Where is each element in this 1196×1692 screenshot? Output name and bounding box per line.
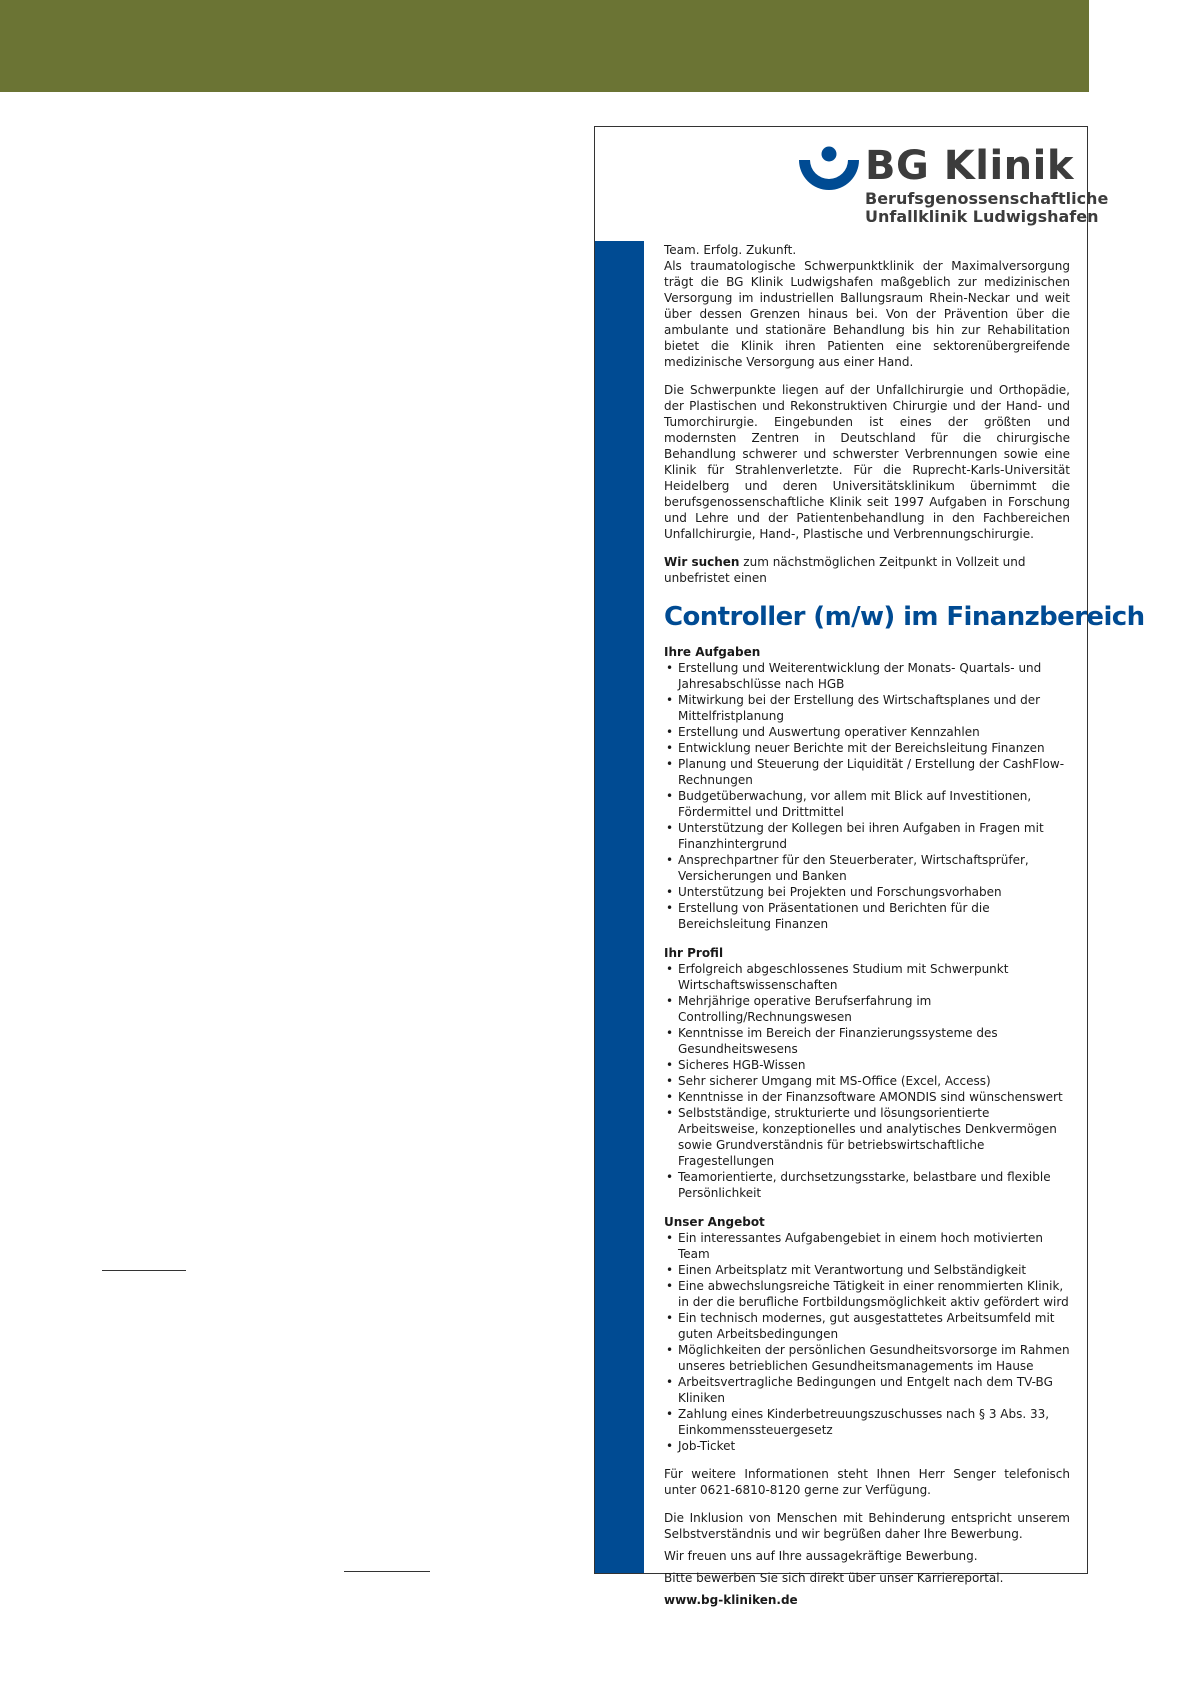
list-item: • Sehr sicherer Umgang mit MS-Office (Excel, Access) [664, 1073, 1070, 1089]
intro-paragraph: Als traumatologische Schwerpunktklinik der Maximalversorgung trägt die BG Klinik Ludwigshafen maßgeblich zur medizinischen Versorgung im industriellen Ballungsraum Rhein-Neckar und weit über dessen Grenzen hinaus bei. Von der Prävention über die ambulante und stationäre Behandlung bis hin zur Rehabilitation bietet die Klinik ihren Patienten eine sektorenübergreifende medizinische Versorgung aus einer Hand. [664, 259, 1070, 369]
contact-info: Für weitere Informationen steht Ihnen Herr Senger telefonisch unter 0621-6810-8120 gerne zur Verfügung. [664, 1467, 1070, 1497]
offer-section [664, 1214, 1070, 1454]
search-lead-rest: zum nächstmöglichen Zeitpunkt in Vollzeit und unbefristet einen [664, 555, 1026, 585]
ad-content [664, 242, 1145, 1608]
bg-klinik-logo [798, 143, 1109, 246]
blue-side-bar [595, 241, 644, 1573]
logo-name: BG Klinik [865, 143, 1074, 189]
search-lead-bold: Wir suchen [664, 555, 740, 569]
section-title: Ihre Aufgaben [664, 645, 761, 659]
tagline: Team. Erfolg. Zukunft. [664, 243, 797, 257]
list-item: • Planung und Steuerung der Liquidität / Erstellung der CashFlow-Rechnungen [664, 756, 1070, 788]
list-item: • Mehrjährige operative Berufserfahrung im Controlling/Rechnungswesen [664, 993, 1070, 1025]
profile-section [664, 945, 1070, 1201]
list-item: • Ansprechpartner für den Steuerberater, Wirtschaftsprüfer, Versicherungen und Banken [664, 852, 1070, 884]
list-item: • Kenntnisse in der Finanzsoftware AMONDIS sind wünschenswert [664, 1089, 1070, 1105]
profile-list [664, 961, 1070, 1201]
list-item: • Ein interessantes Aufgabengebiet in einem hoch motivierten Team [664, 1230, 1070, 1262]
top-color-band [0, 0, 1089, 92]
list-item: • Zahlung eines Kinderbetreuungszuschusses nach § 3 Abs. 33, Einkommenssteuergesetz [664, 1406, 1070, 1438]
list-item: • Kenntnisse im Bereich der Finanzierungssysteme des Gesundheitswesens [664, 1025, 1070, 1057]
footnote-rule [344, 1571, 430, 1572]
list-item: • Erstellung von Präsentationen und Berichten für die Bereichsleitung Finanzen [664, 900, 1070, 932]
list-item: • Eine abwechslungsreiche Tätigkeit in einer renommierten Klinik, in der die berufliche Fortbildungsmöglichkeit aktiv gefördert wird [664, 1278, 1070, 1310]
list-item: • Job-Ticket [664, 1438, 1070, 1454]
tasks-list [664, 660, 1070, 932]
list-item: • Ein technisch modernes, gut ausgestattetes Arbeitsumfeld mit guten Arbeitsbedingungen [664, 1310, 1070, 1342]
apply-note: Bitte bewerben Sie sich direkt über unser Karriereportal. [664, 1571, 1004, 1585]
closing-thanks: Wir freuen uns auf Ihre aussagekräftige Bewerbung. [664, 1549, 978, 1563]
list-item: • Budgetüberwachung, vor allem mit Blick auf Investitionen, Fördermittel und Drittmittel [664, 788, 1070, 820]
offer-list [664, 1230, 1070, 1454]
job-advertisement [594, 126, 1145, 1607]
intro-paragraph: Die Schwerpunkte liegen auf der Unfallchirurgie und Orthopädie, der Plastischen und Rekonstruktiven Chirurgie und der Hand- und Tumorchirurgie. Eingebunden ist eines der größten und modernsten Zentren in Deutschland für die chirurgische Behandlung schwerer und schwerster Verbrennungen sowie eine Klinik für Strahlenverletzte. Für die Ruprecht-Karls-Universität Heidelberg und deren Universitätsklinikum übernimmt die berufsgenossenschaftliche Klinik seit 1997 Aufgaben in Forschung und Lehre und der Patientenbehandlung in den Fachbereichen Unfallchirurgie, Hand-, Plastische und Verbrennungschirurgie. [664, 383, 1070, 541]
list-item: • Unterstützung der Kollegen bei ihren Aufgaben in Fragen mit Finanzhintergrund [664, 820, 1070, 852]
list-item: • Selbstständige, strukturierte und lösungsorientierte Arbeitsweise, konzeptionelles und analytisches Denkvermögen sowie Grundverständnis für betriebswirtschaftliche Fragestellungen [664, 1105, 1070, 1169]
list-item: • Arbeitsvertragliche Bedingungen und Entgelt nach dem TV-BG Kliniken [664, 1374, 1070, 1406]
list-item: • Einen Arbeitsplatz mit Verantwortung und Selbständigkeit [664, 1262, 1070, 1278]
inclusion-statement: Die Inklusion von Menschen mit Behinderung entspricht unserem Selbstverständnis und wir begrüßen daher Ihre Bewerbung. [664, 1511, 1070, 1541]
job-title: Controller (m/w) im Finanzbereich [664, 602, 1145, 632]
list-item: • Erstellung und Auswertung operativer Kennzahlen [664, 724, 1070, 740]
footnote-rule [102, 1270, 186, 1271]
list-item: • Unterstützung bei Projekten und Forschungsvorhaben [664, 884, 1070, 900]
list-item: • Sicheres HGB-Wissen [664, 1057, 1070, 1073]
tasks-section [664, 644, 1070, 932]
search-lead [664, 554, 1070, 586]
list-item: • Teamorientierte, durchsetzungsstarke, belastbare und flexible Persönlichkeit [664, 1169, 1070, 1201]
list-item: • Möglichkeiten der persönlichen Gesundheitsvorsorge im Rahmen unseres betrieblichen Gesundheitsmanagements im Hause [664, 1342, 1070, 1374]
list-item: • Entwicklung neuer Berichte mit der Bereichsleitung Finanzen [664, 740, 1070, 756]
list-item: • Erstellung und Weiterentwicklung der Monats- Quartals- und Jahresabschlüsse nach HGB [664, 660, 1070, 692]
bg-logo-icon [798, 146, 860, 192]
list-item: • Mitwirkung bei der Erstellung des Wirtschaftsplanes und der Mittelfristplanung [664, 692, 1070, 724]
website-link[interactable]: www.bg-kliniken.de [664, 1593, 798, 1607]
section-title: Unser Angebot [664, 1215, 765, 1229]
list-item: • Erfolgreich abgeschlossenes Studium mit Schwerpunkt Wirtschaftswissenschaften [664, 961, 1070, 993]
logo-subline-1: Berufsgenossenschaftliche [865, 189, 1109, 208]
section-title: Ihr Profil [664, 946, 724, 960]
logo-subline-2: Unfallklinik Ludwigshafen [865, 207, 1099, 226]
